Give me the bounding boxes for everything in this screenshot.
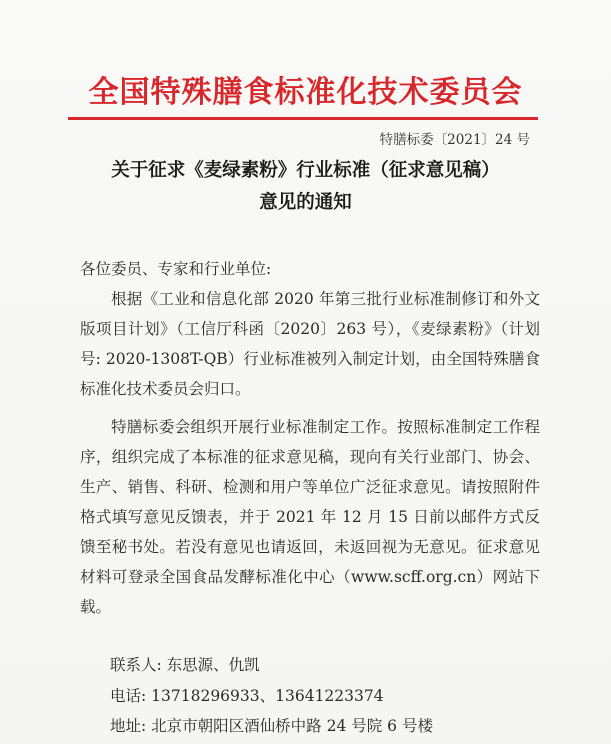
document-number: 特膳标委〔2021〕24 号 <box>379 132 530 148</box>
notice-title-line-2: 意见的通知 <box>259 192 352 213</box>
contact-person: 联系人: 东思源、仇凯 <box>110 656 260 674</box>
notice-title-line-1: 关于征求《麦绿素粉》行业标准（征求意见稿） <box>111 160 500 181</box>
organization-header: 全国特殊膳食标准化技术委员会 <box>88 75 523 110</box>
salutation: 各位委员、专家和行业单位: <box>80 260 272 278</box>
header-red-rule <box>68 117 538 120</box>
contact-phone: 电话: 13718296933、13641223374 <box>110 687 384 705</box>
body-paragraph-1: 根据《工业和信息化部 2020 年第三批行业标准制修订和外文版项目计划》（工信厅科函〔2020〕263 号），《麦绿素粉》（计划号: 2020-1308T-QB）行业标准被列入制定计划，由全国特殊膳食标准化技术委员会归口。 <box>80 290 540 398</box>
contact-address: 地址: 北京市朝阳区酒仙桥中路 24 号院 6 号楼 <box>110 717 433 735</box>
body-paragraph-2: 特膳标委会组织开展行业标准制定工作。按照标准制定工作程序，组织完成了本标准的征求意见稿，现向有关行业部门、协会、生产、销售、科研、检测和用户等单位广泛征求意见。请按照附件格式填写意见反馈表，并于 2021 年 12 月 15 日前以邮件方式反馈至秘书处。若没有意见也请返回，未返回视为无意见。征求意见材料可登录全国食品发酵标准化中心（www.scff.org.cn）网站下载。 <box>80 418 540 616</box>
